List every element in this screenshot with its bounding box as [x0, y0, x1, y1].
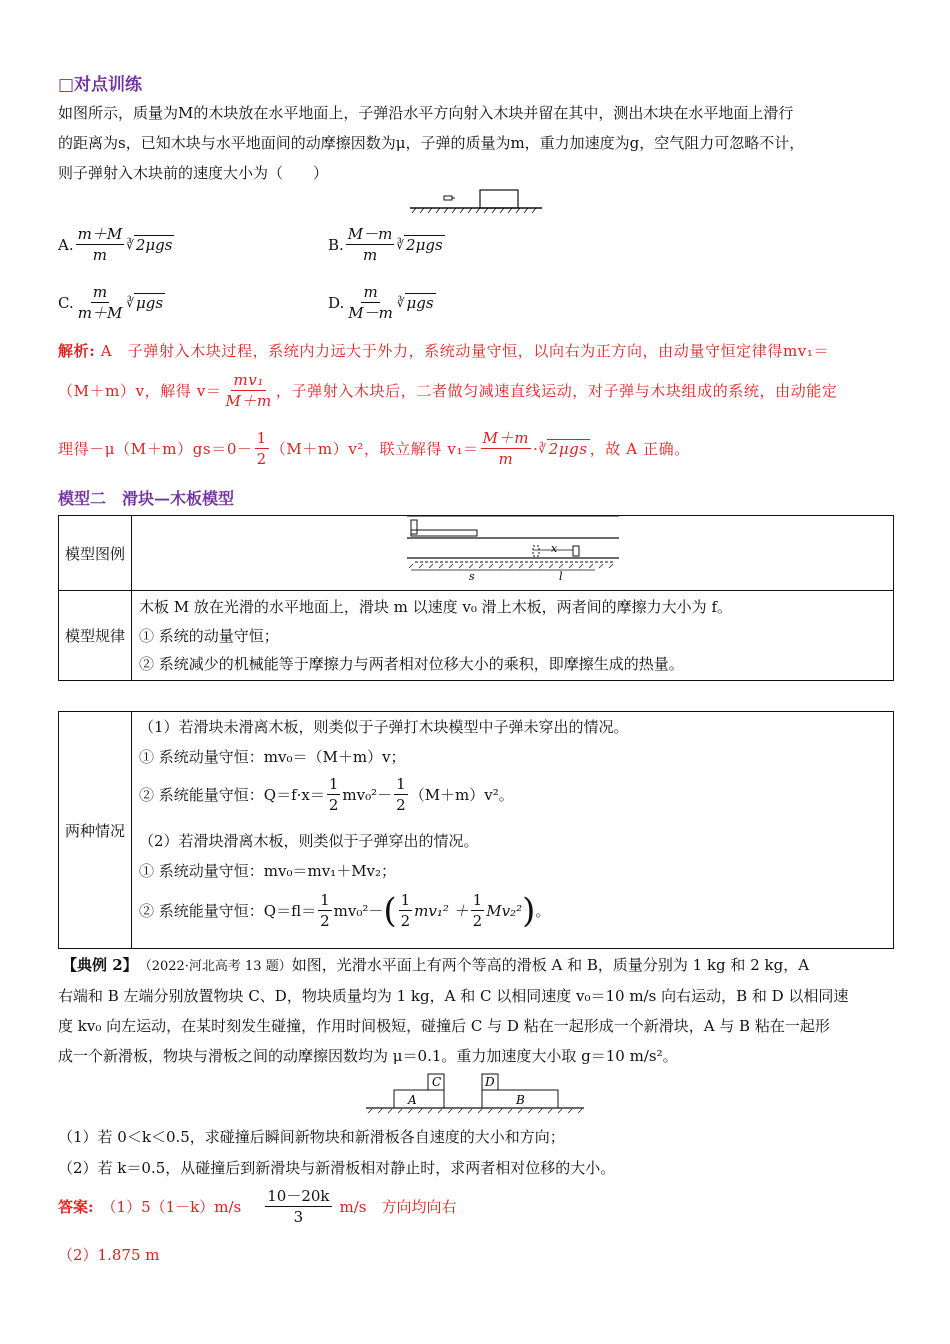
case-2-energy: ② 系统能量守恒：Q＝fl＝ $\frac{1}{2}$ mv₀²－ ( $\frac{1}{2}$ mv₁² ＋ $\frac{1}{2}$ Mv₂² ) 。 — [139, 890, 551, 931]
example-line-3: 度 kv₀ 向左运动，在某时刻发生碰撞，作用时间极短，碰撞后 C 与 D 粘在一起形成一个新滑块，A 与 B 粘在一起形 — [58, 1017, 830, 1035]
sqrt-expression: 2μgs — [135, 236, 173, 254]
svg-text:l: l — [559, 570, 563, 583]
slider-board-diagram — [405, 516, 623, 586]
row-label-diagram: 模型图例 — [59, 516, 132, 590]
rules-line-2: ① 系统的动量守恒； — [139, 627, 279, 645]
question-line-1: 如图所示，质量为M的木块放在水平地面上，子弹沿水平方向射入木块并留在其中，测出木块在水平地面上滑行 — [58, 104, 794, 122]
two-cases-table — [58, 711, 894, 949]
bullet-block-figure — [408, 186, 544, 214]
answer-line-2: （2）1.875 m — [58, 1246, 160, 1264]
rules-line-3: ② 系统减少的机械能等于摩擦力与两者相对位移大小的乘积，即摩擦生成的热量。 — [139, 655, 684, 673]
svg-text:x: x — [551, 542, 558, 555]
section-heading-model-two: 模型二 滑块—木板模型 — [58, 489, 235, 508]
example-line-4: 成一个新滑板，物块与滑板之间的动摩擦因数均为 μ＝0.1。重力加速度大小取 g＝10 m/s²。 — [58, 1047, 678, 1065]
question-line-2: 的距离为s，已知木块与水平地面间的动摩擦因数为μ，子弹的质量为m，重力加速度为g，空气阻力可忽略不计， — [58, 134, 805, 152]
svg-text:D: D — [485, 1075, 495, 1089]
analysis-line-1: 解析: A 子弹射入木块过程，系统内力远大于外力，系统动量守恒，以向右为正方向，由动量守恒定律得mv₁＝ — [58, 342, 830, 360]
svg-text:s: s — [469, 570, 475, 583]
analysis-line-2: （M＋m）v，解得 v＝ $\frac{\text{mv₁}}{M+m}$ ，子弹射入木块后，二者做匀减速直线运动，对子弹与木块组成的系统，由动能定 — [58, 371, 838, 410]
analysis-line-3: 理得－μ（M＋m）gs＝0－ $\frac{1}{2}$ （M＋m）v²，联立解得 v₁＝ $\frac{M+m}{m}$ · ∛ 2μgs ，故 A 正确。 — [58, 429, 690, 468]
option-b[interactable]: B. $\frac{M-m}{m}$ ∛ 2μgs — [328, 225, 443, 264]
svg-text:A: A — [408, 1093, 417, 1107]
section-heading-practice: □对点训练 — [58, 75, 143, 95]
rules-line-1: 木板 M 放在光滑的水平地面上，滑块 m 以速度 v₀ 滑上木板，两者间的摩擦力大小为 f。 — [139, 598, 733, 616]
case-2-momentum: ① 系统动量守恒：mv₀＝mv₁＋Mv₂； — [139, 862, 397, 880]
example-line-2: 右端和 B 左端分别放置物块 C、D，物块质量均为 1 kg，A 和 C 以相同速度 v₀＝10 m/s 向右运动，B 和 D 以相同速 — [58, 987, 849, 1005]
option-d[interactable]: D. $\frac{m}{M-m}$ ∛ μgs — [328, 283, 434, 322]
collision-diagram — [364, 1072, 586, 1114]
example-line-1: 【典例 2】 （2022·河北高考 13 题）如图，光滑水平面上有两个等高的滑板 A 和 B，质量分别为 1 kg 和 2 kg，A — [62, 956, 810, 974]
sub-question-2: （2）若 k＝0.5，从碰撞后到新滑块与新滑板相对静止时，求两者相对位移的大小。 — [58, 1159, 616, 1177]
answer-line-1: 答案: （1）5（1－k）m/s $\frac{10-20k}{3}$ m/s 方向均向右 — [58, 1187, 457, 1226]
svg-text:C: C — [432, 1075, 442, 1089]
case-1-momentum: ① 系统动量守恒：mv₀＝（M＋m）v； — [139, 748, 406, 766]
row-label-two-cases: 两种情况 — [59, 712, 132, 948]
case-1-title: （1）若滑块未滑离木板，则类似于子弹打木块模型中子弹未穿出的情况。 — [139, 718, 629, 736]
svg-text:B: B — [516, 1093, 525, 1107]
sub-question-1: （1）若 0＜k＜0.5，求碰撞后瞬间新物块和新滑板各自速度的大小和方向； — [58, 1128, 565, 1146]
row-label-rules: 模型规律 — [59, 591, 132, 680]
case-2-title: （2）若滑块滑离木板，则类似于子弹穿出的情况。 — [139, 832, 479, 850]
case-1-energy: ② 系统能量守恒：Q＝f·x＝ $\frac{1}{2}$ mv₀²－ $\frac{1}{2}$ （M＋m）v²。 — [139, 775, 514, 814]
question-line-3: 则子弹射入木块前的速度大小为（ ） — [58, 164, 329, 182]
option-c[interactable]: C. $\frac{m}{m+M}$ ∛ μgs — [58, 283, 164, 322]
option-a[interactable]: A. $\frac{m+M}{m}$ ∛ 2μgs — [58, 225, 173, 264]
model-table — [58, 515, 894, 681]
